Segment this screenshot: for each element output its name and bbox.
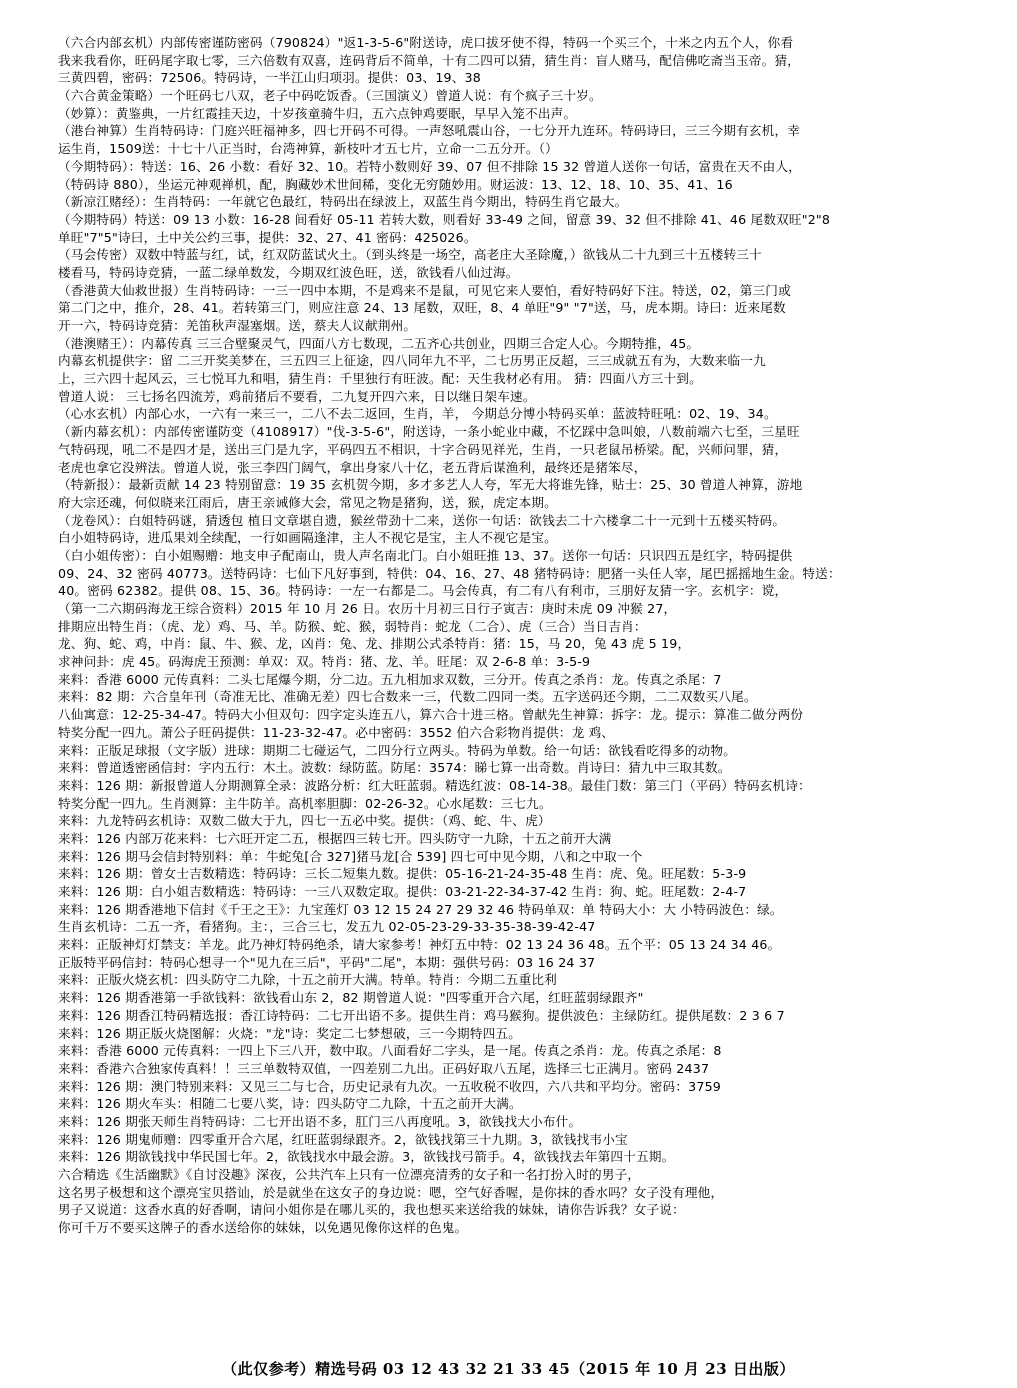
article-lines	[58, 34, 991, 1237]
text-line: 来料：126 期马会信封特别料：单：牛蛇兔[合 327]猪马龙[合 539] 四七可中见今期，八和之中取一个	[58, 848, 643, 864]
text-line: （第一二六期码海龙王综合资料）2015 年 10 月 26 日。农历十月初三日行子寅吉：庚时未虎 09 冲猴 27，	[58, 601, 677, 616]
text-line: 来料：正版火烧玄机：四头防守二九除，十五之前开大满。特单。特肖：今期二五重比利	[58, 972, 557, 988]
text-line: 来料：126 期香港第一手欲钱料：欲钱看山东 2，82 期曾道人说："四零重开合六尾，红旺蓝弱绿跟齐"	[58, 990, 644, 1006]
text-line: 府大宗还魂，何似晓来江雨后，唐王亲诫修大会，常见之物是猪狗，送，猴，虎定本期。	[58, 494, 557, 510]
text-line: 来料：126 期香港地下信封《千王之王》：九宝莲灯 03 12 15 24 27 29 32 46 特码单双：单 特码大小：大 小特码波色：绿。	[58, 901, 783, 917]
text-line: 男子又说道：这香水真的好香啊，请问小姐你是在哪儿买的，我也想买来送给我的妹妹，请你告诉我？女子说：	[58, 1202, 685, 1218]
text-line: 来料：126 期火车头：相随二七要八奖，诗：四头防守二九除，十五之前开大满。	[58, 1096, 522, 1112]
text-line: （妙算）：黄鉴典，一片红霞挂天边，十岁孩童骑牛归，五六点钟鸡要眠，早早入笼不出声。	[58, 105, 577, 121]
text-line: 你可千万不要买这牌子的香水送给你的妹妹，以免遇见像你这样的色鬼。	[58, 1220, 468, 1236]
text-line: 来料：香港六合独家传真料！！三三单数特双值，一四差别二九出。正码好取八五尾，选择三七正满月。密码 2437	[58, 1060, 710, 1076]
text-line: 开一六，特码诗竞猜：羌笛秋声湿塞烟。送，蔡夫人议献荆州。	[58, 318, 417, 333]
text-line: 内幕玄机提供字：留 二三开奖美梦在，三五四三上征途，四八同年九不平，二七历男正反超，三三成就五有为，大数来临一九	[58, 353, 766, 369]
text-line: 09、24、32 密码 40773。送特码诗：七仙下凡好事到，特供：04、16、27、48 猪特码诗：肥猪一头任人宰，尾巴摇摇地生金。特送：	[58, 565, 841, 581]
text-line: 来料：正版足球报（文字版）进球：期期二七碰运气，二四分行立两头。特码为单数。给一句话：欲钱看吃得多的动物。	[58, 742, 737, 758]
text-line: （六合内部玄机）内部传密谨防密码（790824）"返1-3-5-6"附送诗，虎口拔牙使不得，特码一个买三个，十米之内五个人，你看	[58, 35, 794, 50]
text-line: （特新报）：最新贡献 14 23 特别留意：19 35 玄机贺今期，多才多艺人人夸，军无大将谁先锋，贴士：25、30 曾道人神算，游地	[58, 477, 803, 493]
text-line: 来料：126 期：曾女士吉数精选：特码诗：三长二短集九数。提供：05-16-21-24-35-48 生肖：虎、兔。旺尾数：5-3-9	[58, 866, 747, 882]
text-line: （六合黄金策略）一个旺码七八双，老子中码吃饭香。（三国演义）曾道人说：有个疯子三十岁。	[58, 88, 602, 104]
text-line: 40。密码 62382。提供 08、15、36。特码诗：一左一右都是二。马会传真，有二有八有利市，三朋好友猜一字。玄机字：谠，	[58, 583, 788, 599]
text-line: 来料：香港 6000 元传真料：二头七尾爆今期，分二边。五九相加求双数，三分开。传真之杀肖：龙。传真之杀尾：7	[58, 671, 722, 687]
text-line: 来料：126 期张天师生肖特码诗：二七开出语不多，肛门三八再度吼。3，欲钱找大小布什。	[58, 1113, 582, 1129]
text-line: （新凉江赌经）：生肖特码：一年就它色最红，特码出在绿波上，双蓝生肖今期出，特码生肖它最大。	[58, 194, 628, 210]
text-line: 上，三六四十起风云，三七悦耳九和唱，猜生肖：千里独行有旺波。配：天生我材必有用。 猜：四面八方三十到。	[58, 371, 702, 387]
text-line: （新内幕玄机）：内部传密谨防变（4108917）"伐-3-5-6"，附送诗，一条小蛇业中藏，不忆踩中急叫娘，八数前端六七至，三星旺	[58, 424, 800, 440]
text-line: （心水玄机）内部心水，一六有一来三一，二八不去二返回，生肖，羊， 今期总分博小特码买单：蓝波特旺吼：02、19、34。	[58, 406, 777, 422]
text-line: 第二门之中，推介，28、41。若转第三门，则应注意 24、13 尾数，双旺，8、4 单旺"9" "7"送，马，虎本期。诗曰：近来尾数	[58, 300, 786, 316]
text-line: 我来我看你，旺码尾字取七零，三六倍数有双喜，连码背后不简单，十有二四可以猜，猜生肖：盲人赌马，配信佛吃斋当玉帝。猜，	[58, 52, 801, 68]
text-line: 来料：126 期香江特码精选报：香江诗特码：二七开出语不多。提供生肖：鸡马猴狗。提供波色：主绿防红。提供尾数：2 3 6 7	[58, 1007, 785, 1023]
text-line: 来料：126 期：白小姐吉数精选：特码诗：一三八双数定取。提供：03-21-22-34-37-42 生肖：狗、蛇。旺尾数：2-4-7	[58, 884, 747, 899]
text-line: 来料：曾道透密函信封：字内五行：木土。波数：绿防蓝。防尾：3574：睇七算一出奇数。肖诗曰：猜九中三取其数。	[58, 760, 731, 776]
text-line: 运生肖，1509送：十七十八正当时，台湾神算，新枝叶才五七片，立命一二五分开。（）	[58, 141, 558, 157]
text-line: 特奖分配一四九。萧公子旺码提供：11-23-32-47。必中密码：3552 伯六合彩物肖提供：龙 鸡、	[58, 724, 615, 740]
text-line: 来料：126 期欲钱找中华民国七年。2，欲钱找水中最会游。3，欲钱找弓箭手。4，欲钱找去年第四十五期。	[58, 1149, 675, 1165]
text-line: 来料：126 内部万花来料：七六旺开定二五，根据四三转七开。四头防守一九除，十五之前开大满	[58, 830, 612, 846]
text-line: 曾道人说： 三七扬名四流芳，鸡前猪后不要看，二九复开四六来，日以继日架车速。	[58, 388, 536, 404]
text-line: 六合精选《生活幽默》《自讨没趣》深夜，公共汽车上只有一位漂亮清秀的女子和一名打扮入时的男子，	[58, 1167, 641, 1182]
text-line: 生肖玄机诗：二五一齐，看猪狗。主：，三合三七，发五九 02-05-23-29-33-35-38-39-42-47	[58, 919, 596, 935]
text-line: 排期应出特生肖：（虎、龙）鸡、马、羊。防猴、蛇、猴，弱特肖：蛇龙（二合）、虎（三合）当日吉肖：	[58, 618, 647, 634]
text-line: 龙、狗、蛇、鸡，中肖：鼠、牛、猴、龙，凶肖：兔、龙、排期公式杀特肖：猪：15，马 20，兔 43 虎 5 19，	[58, 636, 691, 652]
text-line: 来料：126 期：新报曾道人分期测算全录：波路分析：红大旺蓝弱。精选红波：08-14-38。最佳门数：第三门（平码）特码玄机诗：	[58, 777, 811, 793]
text-line: 来料：126 期：澳门特别来料：又见三二与七合，历史记录有九次。一五收税不收四，六八共和平均分。密码：3759	[58, 1078, 721, 1094]
text-line: 正版特平码信封：特码心想寻一个"见九在三后"，平码"二尾"，本期：强供号码：03 16 24 37	[58, 954, 596, 970]
text-line: 来料：126 期正版火烧图解：火烧："龙"诗：奖定二七梦想破，三一今期特四五。	[58, 1025, 522, 1041]
text-line: 来料：82 期：六合皇年刊（奇准无比、准确无差）四七合数来一三，代数二四同一类。五字送码还今期，二二双数买八尾。	[58, 689, 757, 705]
text-line: 来料：香港 6000 元传真料：一四上下三八开，数中取。八面看好二字头，是一尾。传真之杀肖：龙。传真之杀尾：8	[58, 1043, 722, 1059]
text-line: 来料：正版神灯灯禁支：羊龙。此乃神灯特码绝杀，请大家参考！神灯五中特：02 13 24 36 48。五个平：05 13 24 34 46。	[58, 937, 781, 953]
text-line: 三黄四碧，密码：72506。特码诗，一半江山归项羽。提供：03、19、38	[58, 70, 481, 86]
text-line: 这名男子极想和这个漂亮宝贝搭讪，於是就坐在这女子的身边说：嗯，空气好香喔，是你抹的香水吗？女子没有理他，	[58, 1184, 724, 1200]
text-line: 气特码现，吼二不是四才是，送出三门是九字，平码四五不相识，十字合码见祥光，生肖，一只老鼠吊桥梁。配，兴师问罪，猜，	[58, 441, 788, 457]
text-line: 八仙寓意：12-25-34-47。特码大小但双句：四字定头连五八，算六合十进三格。曾献先生神算：拆字：龙。提示：算准二做分两份	[58, 707, 804, 723]
text-line: 特奖分配一四九。生肖测算：主牛防羊。高机率胆脚：02-26-32。心水尾数：三七九。	[58, 795, 552, 811]
text-line: （龙卷风）：白姐特码谜，猜透包 植日文章堪自遗，猴丝带劲十二来，送你一句话：欲钱去二十六楼拿二十一元到十五楼买特码。	[58, 512, 786, 528]
text-line: （今期特码）特送：09 13 小数：16-28 间看好 05-11 若转大数，则看好 33-49 之间，留意 39、32 但不排除 41、46 尾数双旺"2"8	[58, 211, 831, 227]
text-line: （今期特码）：特送：16、26 小数：看好 32、10。若特小数则好 39、07 但不排除 15 32 曾道人送你一句话，富贵在天不由人，	[58, 158, 802, 174]
text-line: 来料：126 期鬼师赠：四零重开合六尾，红旺蓝弱绿跟齐。2，欲钱找第三十九期。3，欲钱找韦小宝	[58, 1131, 628, 1147]
text-line: 来料：九龙特码玄机诗：双数二做大于九，四七一五必中奖。提供：（鸡、蛇、牛、虎）	[58, 813, 551, 829]
text-line: （香港黄大仙救世报）生肖特码诗：一三一四中本期，不是鸡来不是鼠，可见它来人要怕，看好特码好下注。特送，02，第三门或	[58, 282, 791, 298]
text-line: 求神问卦：虎 45。码海虎王预测：单双：双。特肖：猪、龙、羊。旺尾：双 2-6-8 单：3-5-9	[58, 654, 591, 670]
text-line: 白小姐特码诗，进瓜果刘全续配，一行如画隔逢津，主人不视它是宝，主人不视它是宝。	[58, 530, 557, 546]
text-line: 楼看马，特码诗竞猜，一蓝二绿单数发，今期双红波色旺，送，欲钱看八仙过海。	[58, 264, 519, 280]
text-line: （白小姐传密）：白小姐赐赠：地支申子配南山，贵人声名南北门。白小姐旺推 13、37。送你一句话：只识四五是红字，特码提供	[58, 547, 793, 563]
text-line: （特码诗 880），坐运元神观禅机，配，胸藏妙术世间稀，变化无穷随妙用。财运波：13、12、18、10、35、41、16	[58, 176, 733, 192]
text-line: （港台神算）生肖特码诗：门庭兴旺福神多，四七开码不可得。一声怒吼震山谷，一七分开九连环。特码诗曰，三三今期有玄机，幸	[58, 123, 801, 139]
text-line: 单旺"7"5"诗曰，土中关公约三事，提供：32、27、41 密码：425026。	[58, 229, 477, 245]
text-line: （马会传密）双数中特蓝与红，试，红双防蓝试火土。（到头终是一场空，高老庄大圣除魔，）欲钱从二十九到三十五楼转三十	[58, 247, 762, 263]
footer-note: （此仅参考）精选号码 03 12 43 32 21 33 45（2015 年 10 月 23 日出版）	[222, 1360, 795, 1378]
text-line: 老虎也拿它没辨法。曾道人说，张三李四门阔气，拿出身家八十亿，老五背后谋渔利，最终还是猪笨尽，	[58, 459, 647, 475]
text-line: （港澳赌王）：内幕传真 三三合壁聚灵气，四面八方七数现，二五齐心共创业，四期三合定人心。今期特推，45。	[58, 335, 700, 351]
